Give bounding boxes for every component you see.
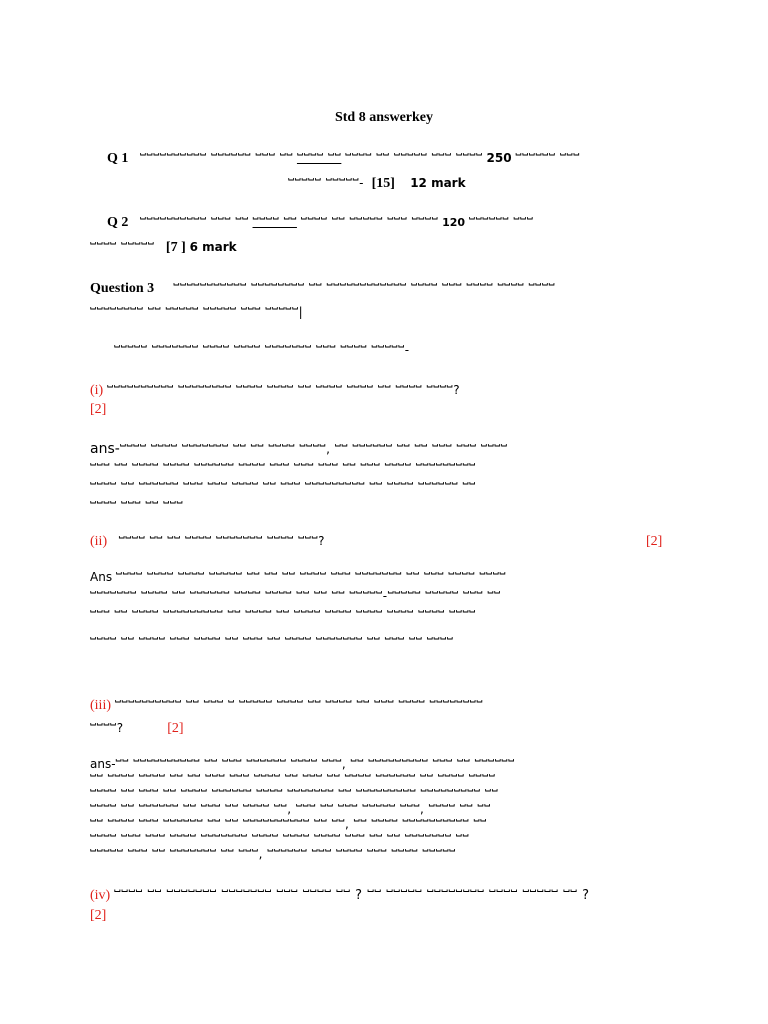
sub-ii-answer-line: ⵯⵯⵯ ⵯⵯ ⵯⵯⵯⵯ ⵯⵯⵯⵯⵯⵯⵯⵯⵯ ⵯⵯ ⵯⵯⵯⵯ ⵯⵯ ⵯⵯⵯⵯ ⵯⵯⵯⵯ ⵯⵯⵯⵯ ⵯⵯⵯⵯ ⵯⵯⵯⵯ ⵯⵯⵯⵯ (90, 608, 476, 622)
q2-text-d: ⵯⵯⵯⵯ ⵯⵯⵯⵯⵯ (90, 240, 155, 254)
sub-i-answer (90, 440, 680, 516)
q3-text-1: ⵯⵯⵯⵯⵯⵯⵯⵯⵯⵯⵯ ⵯⵯⵯⵯⵯⵯⵯⵯ ⵯⵯ ⵯⵯⵯⵯⵯⵯⵯⵯⵯⵯⵯⵯ ⵯⵯⵯⵯ ⵯⵯⵯ ⵯⵯⵯⵯ ⵯⵯⵯⵯ ⵯⵯⵯⵯ (173, 281, 556, 295)
q1-number: 250 (486, 151, 512, 165)
sub-iii-answer-line: ⵯⵯ ⵯⵯⵯⵯ ⵯⵯⵯⵯ ⵯⵯ ⵯⵯ ⵯⵯⵯ ⵯⵯⵯ ⵯⵯⵯⵯ ⵯⵯ ⵯⵯⵯ ⵯⵯ ⵯⵯⵯⵯ ⵯⵯⵯⵯⵯⵯ ⵯⵯ ⵯⵯⵯⵯ ⵯⵯⵯⵯ (90, 772, 496, 786)
q2-marks: [7 ] (165, 240, 186, 255)
q2-mark-text: 6 mark (189, 240, 237, 254)
sub-iv-number: (iv) (90, 888, 111, 903)
sub-iii-question-1 (90, 698, 483, 714)
sub-ii-answer-line: ⵯⵯⵯⵯ ⵯⵯ ⵯⵯⵯⵯ ⵯⵯⵯ ⵯⵯⵯⵯ ⵯⵯ ⵯⵯⵯ ⵯⵯ ⵯⵯⵯⵯ ⵯⵯⵯⵯⵯⵯⵯ ⵯⵯ ⵯⵯⵯ ⵯⵯ ⵯⵯⵯⵯ (90, 635, 454, 649)
sub-iv-marks: [2] (90, 908, 107, 923)
sub-iii-answer (90, 757, 680, 862)
sub-iii-answer-line: ⵯⵯⵯⵯⵯ ⵯⵯⵯ ⵯⵯ ⵯⵯⵯⵯⵯⵯⵯ ⵯⵯ ⵯⵯⵯ, ⵯⵯⵯⵯⵯⵯ ⵯⵯⵯ ⵯⵯⵯⵯ ⵯⵯⵯ ⵯⵯⵯⵯ ⵯⵯⵯⵯⵯ (90, 847, 456, 861)
q2-line-1 (107, 215, 533, 231)
q1-line-2 (288, 176, 466, 192)
sub-ii-answer-line: ⵯⵯⵯⵯ ⵯⵯⵯⵯ ⵯⵯⵯⵯ ⵯⵯⵯⵯⵯ ⵯⵯ ⵯⵯ ⵯⵯ ⵯⵯⵯⵯ ⵯⵯⵯ ⵯⵯⵯⵯⵯⵯⵯ ⵯⵯ ⵯⵯⵯ ⵯⵯⵯⵯ ⵯⵯⵯⵯ (115, 570, 507, 584)
sub-iii-answer-line: ⵯⵯⵯⵯ ⵯⵯⵯ ⵯⵯⵯ ⵯⵯⵯⵯ ⵯⵯⵯⵯⵯⵯⵯ ⵯⵯⵯⵯ ⵯⵯⵯⵯ ⵯⵯⵯⵯ ⵯⵯⵯ ⵯⵯ ⵯⵯ ⵯⵯⵯⵯⵯⵯⵯ ⵯⵯ (90, 832, 470, 846)
sub-iii-answer-line: ⵯⵯ ⵯⵯⵯⵯⵯⵯⵯⵯⵯⵯ ⵯⵯ ⵯⵯⵯ ⵯⵯⵯⵯⵯⵯ ⵯⵯⵯⵯ ⵯⵯⵯ, ⵯⵯ ⵯⵯⵯⵯⵯⵯⵯⵯⵯ ⵯⵯⵯ ⵯⵯ ⵯⵯⵯⵯⵯⵯ (115, 757, 515, 771)
sub-ii-answer-prefix: Ans (90, 570, 113, 584)
sub-ii-answer (90, 568, 680, 652)
q1-text-b: ⵯⵯⵯⵯ ⵯⵯ ⵯⵯⵯⵯⵯ ⵯⵯⵯ ⵯⵯⵯⵯ (345, 151, 483, 165)
sub-iii-answer-line: ⵯⵯⵯⵯ ⵯⵯ ⵯⵯⵯⵯⵯⵯ ⵯⵯ ⵯⵯⵯ ⵯⵯ ⵯⵯⵯⵯ ⵯⵯ, ⵯⵯⵯ ⵯⵯ ⵯⵯⵯ ⵯⵯⵯⵯⵯ ⵯⵯⵯ, ⵯⵯⵯⵯ ⵯⵯ ⵯⵯ (90, 802, 491, 816)
q3-instruction-text: ⵯⵯⵯⵯⵯ ⵯⵯⵯⵯⵯⵯⵯ ⵯⵯⵯⵯ ⵯⵯⵯⵯ ⵯⵯⵯⵯⵯⵯⵯ ⵯⵯⵯ ⵯⵯⵯⵯ ⵯⵯⵯⵯⵯ- (114, 343, 410, 357)
q2-text-underlined: ⵯⵯⵯⵯ ⵯⵯ (252, 215, 297, 229)
q1-text-a: ⵯⵯⵯⵯⵯⵯⵯⵯⵯⵯ ⵯⵯⵯⵯⵯⵯ ⵯⵯⵯ ⵯⵯ (139, 151, 294, 165)
sub-i-answer-line: ⵯⵯⵯⵯ ⵯⵯⵯ ⵯⵯ ⵯⵯⵯ (90, 499, 184, 513)
sub-iii-question-2 (90, 721, 184, 737)
sub-iii-marks: [2] (167, 721, 184, 736)
sub-ii-marks-line (646, 534, 662, 550)
q2-line-2 (90, 240, 237, 256)
q3-text-2: ⵯⵯⵯⵯⵯⵯⵯⵯ ⵯⵯ ⵯⵯⵯⵯⵯ ⵯⵯⵯⵯⵯ ⵯⵯⵯ ⵯⵯⵯⵯⵯ| (90, 305, 304, 319)
q1-text-d: ⵯⵯⵯⵯⵯ ⵯⵯⵯⵯⵯ- (288, 176, 364, 190)
sub-iii-answer-line: ⵯⵯⵯⵯ ⵯⵯ ⵯⵯⵯ ⵯⵯ ⵯⵯⵯⵯ ⵯⵯⵯⵯⵯⵯ ⵯⵯⵯⵯ ⵯⵯⵯⵯⵯⵯⵯ ⵯⵯ ⵯⵯⵯⵯⵯⵯⵯⵯⵯ ⵯⵯⵯⵯⵯⵯⵯⵯⵯ ⵯⵯ (90, 787, 499, 801)
q1-mark-text: 12 mark (410, 176, 466, 190)
sub-iv-text: ⵯⵯⵯⵯ ⵯⵯ ⵯⵯⵯⵯⵯⵯⵯ ⵯⵯⵯⵯⵯⵯⵯ ⵯⵯⵯ ⵯⵯⵯⵯ ⵯⵯ ? ⵯⵯ ⵯⵯⵯⵯⵯ ⵯⵯⵯⵯⵯⵯⵯⵯ ⵯⵯⵯⵯ ⵯⵯⵯⵯⵯ ⵯⵯ ? (114, 888, 590, 903)
sub-iii-answer-line: ⵯⵯ ⵯⵯⵯⵯ ⵯⵯⵯ ⵯⵯⵯⵯⵯⵯ ⵯⵯ ⵯⵯ ⵯⵯⵯⵯⵯⵯⵯⵯⵯⵯ ⵯⵯ ⵯⵯ, ⵯⵯ ⵯⵯⵯⵯ ⵯⵯⵯⵯⵯⵯⵯⵯⵯⵯ ⵯⵯ (90, 817, 487, 831)
q3-instruction (114, 343, 410, 357)
q3-line-2 (90, 305, 303, 319)
sub-iii-text-2: ⵯⵯⵯⵯ? (90, 721, 124, 735)
q2-text-a: ⵯⵯⵯⵯⵯⵯⵯⵯⵯⵯ ⵯⵯⵯ ⵯⵯ (139, 215, 249, 229)
q2-text-c: ⵯⵯⵯⵯⵯⵯ ⵯⵯⵯ (468, 215, 534, 229)
sub-i-text: ⵯⵯⵯⵯⵯⵯⵯⵯⵯⵯ ⵯⵯⵯⵯⵯⵯⵯⵯ ⵯⵯⵯⵯ ⵯⵯⵯⵯ ⵯⵯ ⵯⵯⵯⵯ ⵯⵯⵯⵯ ⵯⵯ ⵯⵯⵯⵯ ⵯⵯⵯⵯ? (107, 383, 461, 397)
page-title: Std 8 answerkey (334, 110, 433, 125)
sub-iii-answer-prefix: ans- (90, 757, 116, 771)
sub-ii-text: ⵯⵯⵯⵯ ⵯⵯ ⵯⵯ ⵯⵯⵯⵯ ⵯⵯⵯⵯⵯⵯⵯ ⵯⵯⵯⵯ ⵯⵯⵯ? (118, 534, 326, 548)
sub-ii-marks: [2] (646, 534, 663, 549)
sub-iii-text-1: ⵯⵯⵯⵯⵯⵯⵯⵯⵯⵯ ⵯⵯ ⵯⵯⵯ ⵯ ⵯⵯⵯⵯⵯ ⵯⵯⵯⵯ ⵯⵯ ⵯⵯⵯⵯ ⵯⵯ ⵯⵯⵯ ⵯⵯⵯⵯ ⵯⵯⵯⵯⵯⵯⵯⵯ (114, 698, 484, 712)
sub-i-answer-line: ⵯⵯⵯⵯ ⵯⵯ ⵯⵯⵯⵯⵯⵯ ⵯⵯⵯ ⵯⵯⵯ ⵯⵯⵯⵯ ⵯⵯ ⵯⵯⵯ ⵯⵯⵯⵯⵯⵯⵯⵯⵯ ⵯⵯ ⵯⵯⵯⵯ ⵯⵯⵯⵯⵯⵯ ⵯⵯ (90, 480, 476, 494)
q2-label: Q 2 (107, 215, 129, 230)
sub-i-answer-prefix: ans- (90, 441, 120, 457)
q3-label: Question 3 (90, 281, 155, 296)
sub-i-answer-line: ⵯⵯⵯ ⵯⵯ ⵯⵯⵯⵯ ⵯⵯⵯⵯ ⵯⵯⵯⵯⵯⵯ ⵯⵯⵯⵯ ⵯⵯⵯ ⵯⵯⵯ ⵯⵯⵯ ⵯⵯ ⵯⵯⵯ ⵯⵯⵯⵯ ⵯⵯⵯⵯⵯⵯⵯⵯⵯ (90, 461, 476, 475)
sub-ii-number: (ii) (90, 534, 108, 549)
sub-i-question (90, 383, 460, 399)
sub-i-number: (i) (90, 383, 104, 398)
q1-marks: [15] (371, 176, 395, 191)
sub-i-answer-line: ⵯⵯⵯⵯ ⵯⵯⵯⵯ ⵯⵯⵯⵯⵯⵯⵯ ⵯⵯ ⵯⵯ ⵯⵯⵯⵯ ⵯⵯⵯⵯ, ⵯⵯ ⵯⵯⵯⵯⵯⵯ ⵯⵯ ⵯⵯ ⵯⵯⵯ ⵯⵯⵯ ⵯⵯⵯⵯ (119, 442, 508, 456)
q2-text-b: ⵯⵯⵯⵯ ⵯⵯ ⵯⵯⵯⵯⵯ ⵯⵯⵯ ⵯⵯⵯⵯ (300, 215, 439, 229)
sub-i-marks-line (90, 402, 106, 418)
sub-i-marks: [2] (90, 402, 107, 417)
q1-line-1 (107, 151, 580, 167)
sub-ii-answer-line: ⵯⵯⵯⵯⵯⵯⵯ ⵯⵯⵯⵯ ⵯⵯ ⵯⵯⵯⵯⵯⵯ ⵯⵯⵯⵯ ⵯⵯⵯⵯ ⵯⵯ ⵯⵯ ⵯⵯ ⵯⵯⵯⵯⵯ-ⵯⵯⵯⵯⵯ ⵯⵯⵯⵯⵯ ⵯⵯⵯ ⵯⵯ (90, 589, 501, 603)
q1-label: Q 1 (107, 151, 129, 166)
q1-text-c: ⵯⵯⵯⵯⵯⵯ ⵯⵯⵯ (515, 151, 580, 165)
sub-iii-number: (iii) (90, 698, 111, 713)
q1-text-underlined: ⵯⵯⵯⵯ ⵯⵯ (296, 151, 342, 165)
q2-number: 120 (442, 216, 466, 229)
q3-line-1 (90, 281, 555, 297)
sub-iv-marks-line (90, 908, 106, 924)
sub-iv-question (90, 888, 590, 904)
sub-ii-question (90, 534, 325, 550)
